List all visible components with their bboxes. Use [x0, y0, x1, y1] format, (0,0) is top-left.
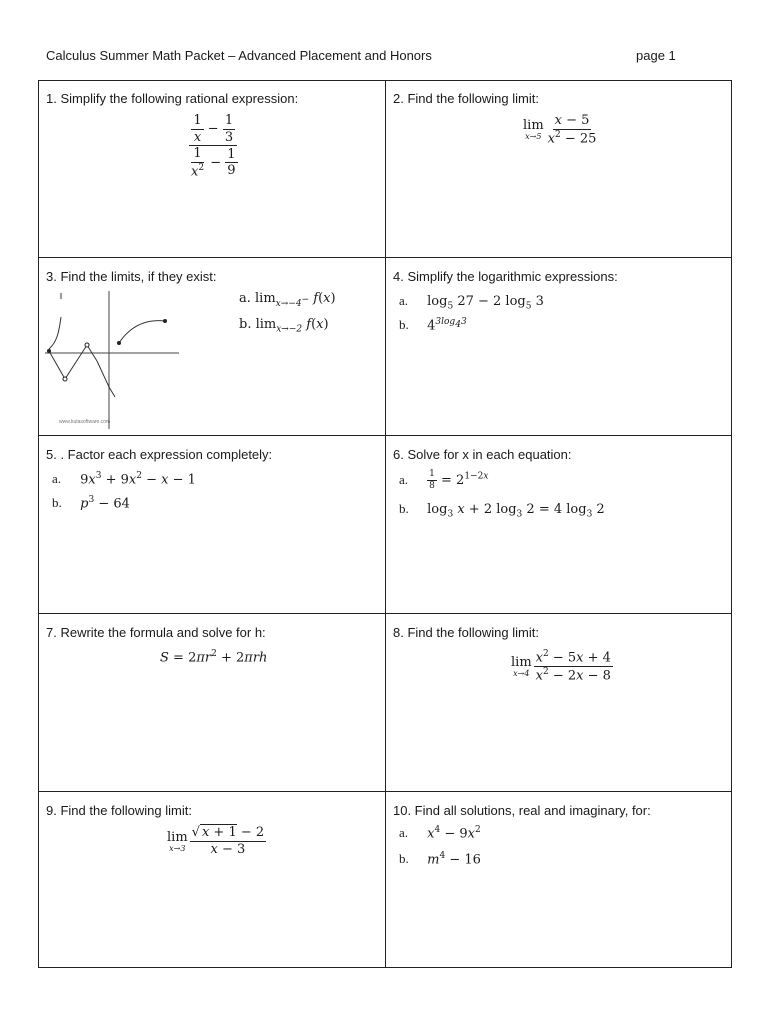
grid-divider-vertical	[385, 81, 386, 967]
problem-3-part-a: a. $\lim_{x\to-4^-} f(x)$	[239, 291, 336, 309]
problem-10-part-a: a. $x^4 - 9x^2$	[399, 825, 481, 842]
problem-7-formula: $S = 2\pi r^2 + 2\pi rh$	[160, 649, 268, 666]
problem-9-expression: lim x→3 $\frac{√ x + 1 - 2}{x - 3}$	[167, 825, 265, 857]
problem-grid	[38, 80, 732, 968]
graph-point	[163, 319, 167, 323]
graph-point	[47, 349, 51, 353]
problem-9-label: 9. Find the following limit:	[46, 803, 192, 818]
graph-polyline	[49, 345, 97, 379]
graph-point	[117, 341, 121, 345]
problem-5-part-b: b. $p^3 - 64$	[52, 495, 130, 512]
graph-line-right	[97, 361, 115, 397]
problem-5-label: 5. . Factor each expression completely:	[46, 447, 273, 462]
problem-4-part-a: a. $\log_5 27 - 2$ $\log_5 3$	[399, 293, 544, 312]
problem-3-label: 3. Find the limits, if they exist:	[46, 269, 217, 284]
problem-6-part-a: a. $\frac{1}{8}$ = $2^{1-2x}$	[399, 469, 489, 491]
graph-caption: www.kutasoftware.com	[59, 419, 111, 425]
problem-10-label: 10. Find all solutions, real and imaginary, for:	[393, 803, 651, 818]
graph-open-point	[63, 377, 67, 381]
problem-4-label: 4. Simplify the logarithmic expressions:	[393, 269, 618, 284]
problem-1-expression: $\frac{1}{x}$ − $\frac{1}{3}$ $\frac{1}{x^2}$ − $\frac{1}{9}$	[191, 113, 236, 180]
problem-3-part-b: b. $\lim_{x\to-2} f(x)$	[239, 317, 329, 335]
grid-divider	[39, 257, 731, 258]
problem-2-label: 2. Find the following limit:	[393, 91, 539, 106]
problem-1-label: 1. Simplify the following rational expression:	[46, 91, 299, 106]
problem-10-part-b: b. $m^4 - 16$	[399, 851, 481, 868]
graph-curve-right	[119, 321, 165, 343]
problem-6-label: 6. Solve for x in each equation:	[393, 447, 572, 462]
problem-8-expression: lim x→4 $\frac{x^2 - 5x + 4}{x^2 - 2x - 8}$	[511, 649, 611, 684]
graph-curve-left	[49, 293, 61, 349]
grid-divider	[39, 613, 731, 614]
problem-2-expression: lim x→5 $\frac{x - 5}{x^2 - 25}$	[523, 113, 597, 146]
page-number: page 1	[636, 48, 676, 63]
document-header-title: Calculus Summer Math Packet – Advanced Placement and Honors	[46, 48, 432, 63]
problem-5-part-a: a. $9x^3 + 9x^2 - x - 1$	[52, 471, 196, 488]
problem-3-graph	[43, 287, 183, 433]
grid-divider	[39, 435, 731, 436]
problem-8-label: 8. Find the following limit:	[393, 625, 539, 640]
grid-divider	[39, 791, 731, 792]
graph-open-point	[85, 343, 89, 347]
problem-4-part-b: b. $4^{3log_43}$	[399, 317, 467, 334]
problem-7-label: 7. Rewrite the formula and solve for h:	[46, 625, 266, 640]
problem-6-part-b: b. $\log_3 x + 2$ $\log_3 2 = 4$ $\log_3 2$	[399, 501, 605, 520]
